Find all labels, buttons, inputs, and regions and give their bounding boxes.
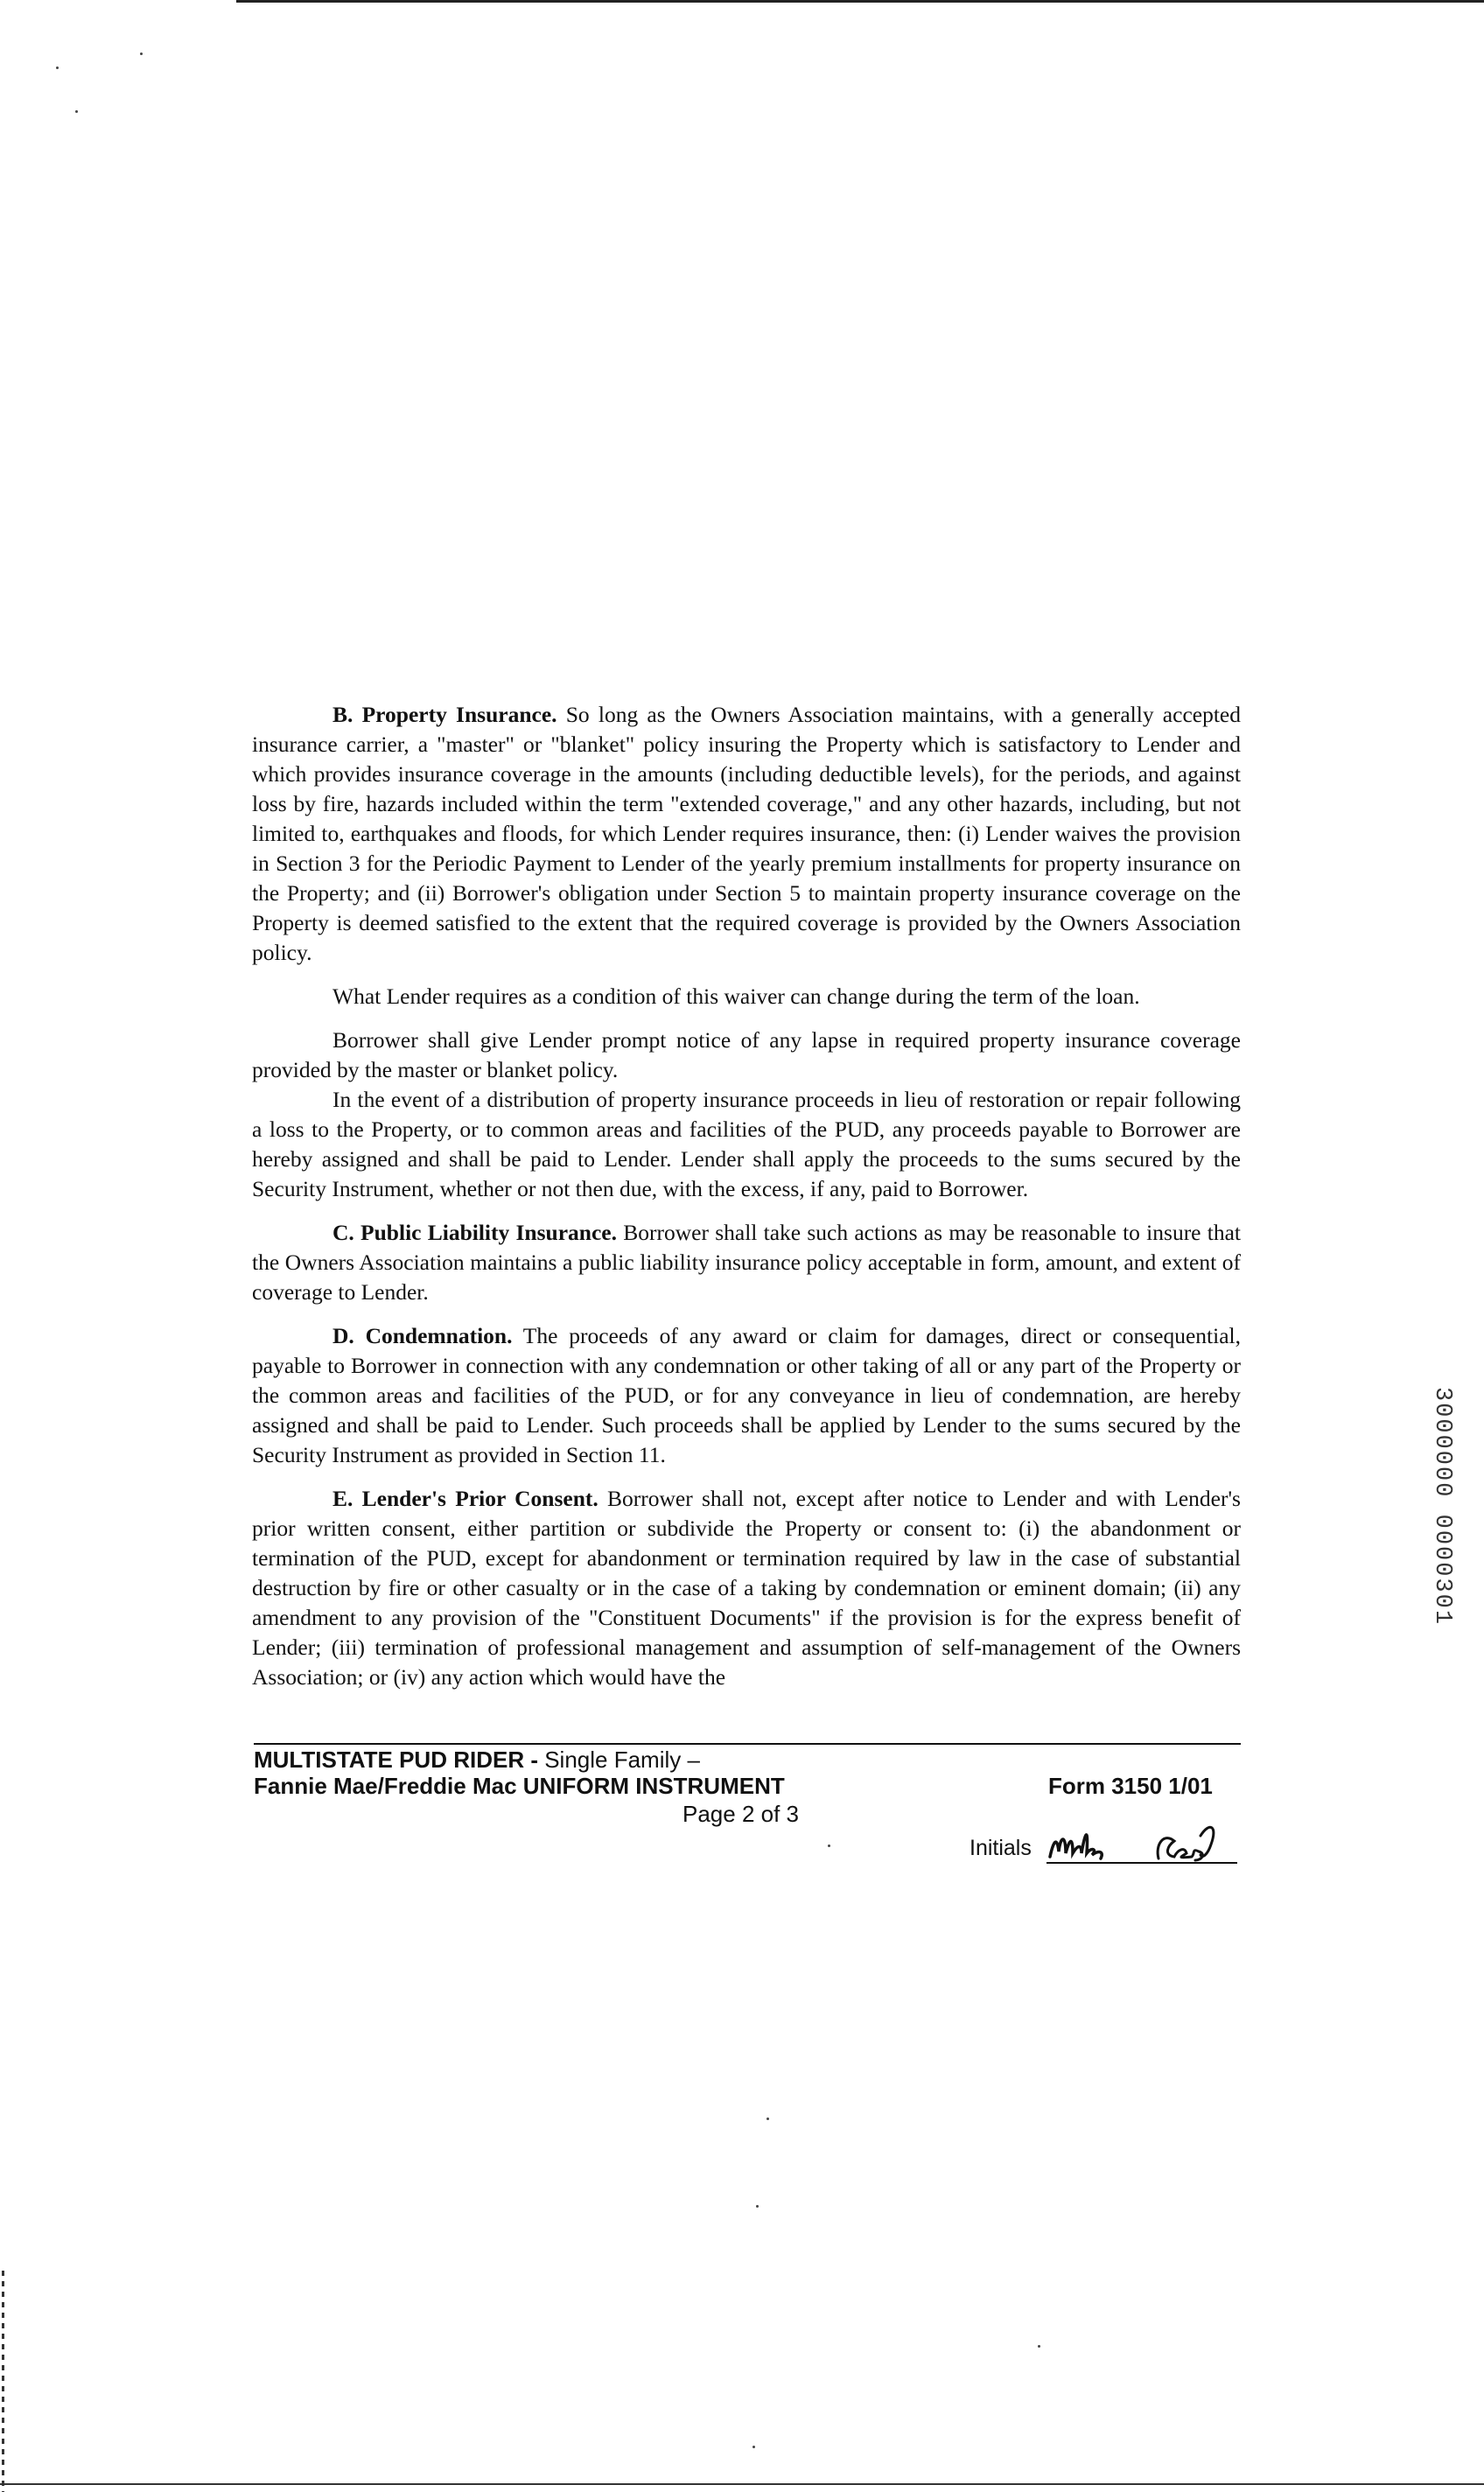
scan-left-edge	[2, 2271, 4, 2492]
section-b-heading: B. Property Insurance.	[332, 702, 557, 727]
footer-title-line2: Fannie Mae/Freddie Mac UNIFORM INSTRUMENT	[254, 1773, 785, 1799]
scan-speck	[140, 52, 143, 55]
footer-title-light: Single Family –	[544, 1746, 700, 1773]
footer-title-bold: MULTISTATE PUD RIDER -	[254, 1746, 545, 1773]
footer-divider	[254, 1743, 1241, 1745]
section-c-heading: C. Public Liability Insurance.	[332, 1220, 617, 1245]
form-number: Form 3150 1/01	[1048, 1773, 1213, 1799]
section-d-text: The proceeds of any award or claim for damages, direct or consequential, payable to Borrower in connection with any condemnation or other taking of all or any part of the Property or the common areas and facilities of the PUD, or for any conveyance in lieu of condemnation, are hereby assigned and shall be paid to Lender. Such proceeds shall be applied by Lender to the sums secured by the Security Instrument as provided in Section 11.	[252, 1323, 1241, 1467]
page-number: Page 2 of 3	[682, 1801, 799, 1827]
initials-label: Initials	[970, 1836, 1032, 1860]
section-e-text: Borrower shall not, except after notice to Lender and with Lender's prior written consent, either partition or subdivide the Property or consent to: (i) the abandonment or termination of the PUD, except for abandonment or termination required by law in the case of substantial destruction by fire or other casualty or in the case of a taking by condemnation or eminent domain; (ii) any amendment to any provision of the "Constituent Documents" if the provision is for the express benefit of Lender; (iii) termination of professional management and assumption of self-management of the Owners Association; or (iv) any action which would have the	[252, 1486, 1241, 1690]
scan-speck	[56, 66, 59, 69]
section-b-text: So long as the Owners Association maintains, with a generally accepted insurance carrier, a "master" or "blanket" policy insuring the Property which is satisfactory to Lender and which provides insurance coverage in the amounts (including deductible levels), for the periods, and against loss by fire, hazards included within the term "extended coverage," and any other hazards, including, but not limited to, earthquakes and floods, for which Lender requires insurance, then: (i) Lender waives the provision in Section 3 for the Periodic Payment to Lender of the yearly premium installments for property insurance on the Property; and (ii) Borrower's obligation under Section 5 to maintain property insurance coverage on the Property is deemed satisfied to the extent that the required coverage is provided by the Owners Association policy.	[252, 702, 1241, 965]
waiver-paragraph: What Lender requires as a condition of this waiver can change during the term of the loan.	[332, 984, 1140, 1009]
scan-speck	[752, 2446, 755, 2448]
scan-top-border	[236, 0, 1484, 3]
section-d-heading: D. Condemnation.	[332, 1323, 513, 1348]
scan-speck	[766, 2118, 769, 2120]
distribution-paragraph: In the event of a distribution of property insurance proceeds in lieu of restoration or repair following a loss to the Property, or to common areas and facilities of the PUD, any proceeds payable to Borrower are hereby assigned and shall be paid to Lender. Lender shall apply the proceeds to the sums secured by the Security Instrument, whether or not then due, with the excess, if any, paid to Borrower.	[252, 1087, 1241, 1201]
rider-body	[252, 700, 1241, 1706]
scan-speck	[828, 1844, 830, 1847]
notice-paragraph: Borrower shall give Lender prompt notice of any lapse in required property insurance coverage provided by the master or blanket policy.	[252, 1027, 1241, 1082]
initials-block	[970, 1810, 1250, 1871]
section-e-paragraph	[252, 1484, 1241, 1692]
section-c-paragraph	[252, 1218, 1241, 1307]
side-document-number	[1416, 1387, 1468, 1654]
scan-bottom-border	[0, 2483, 1484, 2485]
scan-speck	[756, 2205, 759, 2208]
footer-form-title	[254, 1746, 919, 1799]
scan-speck	[75, 110, 78, 113]
initials-line	[1046, 1862, 1237, 1864]
section-b-paragraph	[252, 700, 1241, 968]
section-e-heading: E. Lender's Prior Consent.	[332, 1486, 598, 1511]
footer-title-line1	[254, 1746, 919, 1773]
section-c-text: Borrower shall take such actions as may be reasonable to insure that the Owners Association maintains a public liability insurance policy acceptable in form, amount, and extent of coverage to Lender.	[252, 1220, 1241, 1305]
initials-signature	[1046, 1810, 1248, 1866]
section-d-paragraph	[252, 1321, 1241, 1470]
scan-speck	[1038, 2345, 1040, 2348]
side-document-number-text: 3000000 0000301	[1429, 1387, 1455, 1627]
